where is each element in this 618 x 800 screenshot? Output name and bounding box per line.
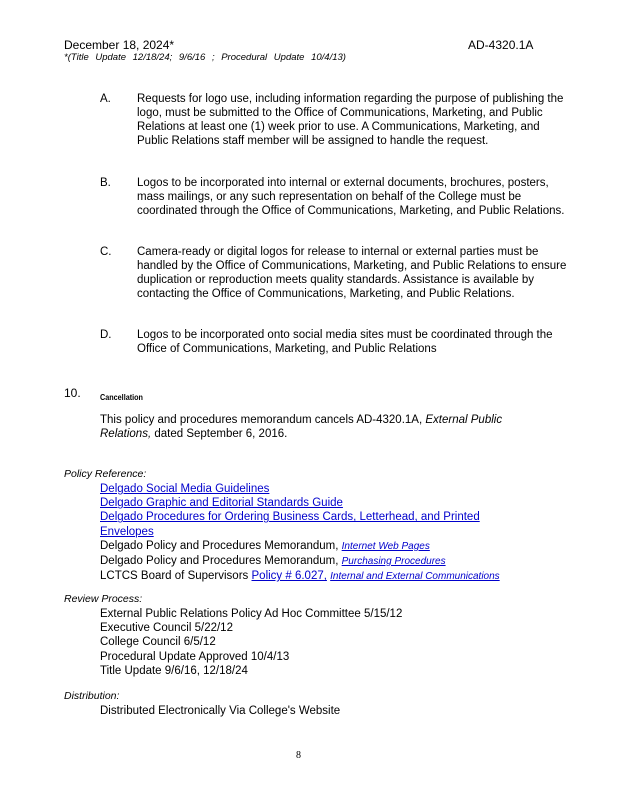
memo2-prefix: Delgado Policy and Procedures Memorandum, xyxy=(100,555,339,568)
item-text: Logos to be incorporated onto social media sites must be coordinated through the Office of Communications, Marketing, and Public Relations xyxy=(137,329,553,355)
link-internet-web-pages[interactable]: Internet Web Pages xyxy=(341,540,430,552)
review-process-label: Review Process: xyxy=(64,593,143,605)
memo1-prefix: Delgado Policy and Procedures Memorandum, xyxy=(100,539,339,552)
header-update-note: *(Title Update 12/18/24; 9/6/16 ; Procedural Update 10/4/13) xyxy=(64,52,346,63)
link-lctcs-policy-number[interactable]: Policy # 6.027, xyxy=(251,570,327,583)
link-ordering-procedures-cont[interactable]: Envelopes xyxy=(100,525,154,538)
section-text xyxy=(100,413,540,441)
distribution-text: Distributed Electronically Via College's Website xyxy=(100,705,341,717)
link-lctcs-policy-title[interactable]: Internal and External Communications xyxy=(330,571,500,583)
header-date: December 18, 2024* xyxy=(64,38,175,52)
section-text-italic: External Public Relations, xyxy=(100,414,503,440)
item-letter: B. xyxy=(100,177,111,189)
item-text: Logos to be incorporated into internal or external documents, brochures, posters, mass mailings, or any such representation on behalf of the College must be coordinated through the Office of Communications, Marketing, and Public Relations. xyxy=(137,177,565,217)
item-text: Requests for logo use, including information regarding the purpose of publishing the logo, must be submitted to the Office of Communications, Marketing, and Public Relations at least one (1) week prior to use. A Communications, Marketing, and Public Relations staff member will be assigned to handle the request. xyxy=(137,93,564,147)
policy-reference-list xyxy=(100,482,570,584)
link-graphic-standards-guide[interactable]: Delgado Graphic and Editorial Standards Guide xyxy=(100,497,343,510)
review-line: Executive Council 5/22/12 xyxy=(100,622,233,635)
review-line: External Public Relations Policy Ad Hoc Committee 5/15/12 xyxy=(100,608,403,620)
link-ordering-procedures[interactable]: Delgado Procedures for Ordering Business Cards, Letterhead, and Printed xyxy=(100,511,480,524)
item-letter: D. xyxy=(100,329,112,341)
review-line: College Council 6/5/12 xyxy=(100,636,216,649)
item-letter: A. xyxy=(100,93,111,105)
header-doc-id: AD-4320.1A xyxy=(468,38,534,52)
section-title: Cancellation xyxy=(100,392,143,402)
link-social-media-guidelines[interactable]: Delgado Social Media Guidelines xyxy=(100,483,270,495)
section-title-wrap xyxy=(100,387,151,405)
review-line: Title Update 9/6/16, 12/18/24 xyxy=(100,664,248,677)
item-text: Camera-ready or digital logos for release to internal or external parties must be handled by the Office of Communications, Marketing, and Public Relations to ensure duplication or reproduction meets quality standards. Assistance is available by contacting the Office of Communications, Marketing, and Public Relations. xyxy=(137,246,567,300)
section-text-pre: This policy and procedures memorandum cancels AD-4320.1A, xyxy=(100,414,423,426)
lctcs-prefix: LCTCS Board of Supervisors xyxy=(100,570,249,583)
distribution-label: Distribution: xyxy=(64,690,120,702)
section-number: 10. xyxy=(64,386,81,400)
section-text-post: dated September 6, 2016. xyxy=(154,428,288,440)
review-line: Procedural Update Approved 10/4/13 xyxy=(100,650,290,663)
page-number: 8 xyxy=(296,750,301,761)
review-process-list xyxy=(100,607,570,678)
item-letter: C. xyxy=(100,246,112,258)
link-purchasing-procedures[interactable]: Purchasing Procedures xyxy=(341,556,446,568)
policy-reference-label: Policy Reference: xyxy=(64,468,147,480)
